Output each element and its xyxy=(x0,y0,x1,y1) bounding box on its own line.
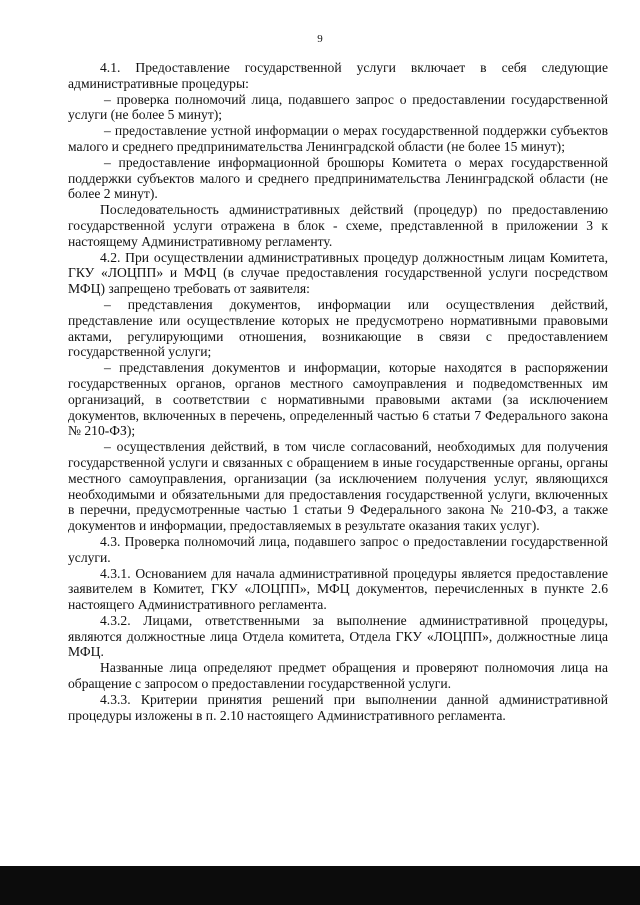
list-item: – представления документов, информации или осуществления действий, представление или осуществление которых не предусмотрено нормативными правовыми актами, регулирующими отношения, возникающие в связи с предоставлением государственной услуги; xyxy=(68,296,608,360)
list-item: – осуществления действий, в том числе согласований, необходимых для получения государственной услуги и связанных с обращением в иные государственные органы, органы местного самоуправления, организации (за исключением получения услуг, являющихся необходимыми и обязательными для предоставления государственной услуги, включенных в перечни, предусмотренные частью 1 статьи 9 Федерального закона № 210-ФЗ, а также документов и информации, предоставляемых в результате оказания таких услуг). xyxy=(68,439,608,534)
paragraph-4-2: 4.2. При осуществлении административных процедур должностным лицам Комитета, ГКУ «ЛОЦПП» и МФЦ (в случае предоставления государственной услуги посредством МФЦ) запрещено требовать от заявителя: xyxy=(68,249,608,297)
paragraph-4-1: 4.1. Предоставление государственной услуги включает в себя следующие административные процедуры: xyxy=(68,60,608,91)
paragraph-4-3: 4.3. Проверка полномочий лица, подавшего запрос о предоставлении государственной услуги. xyxy=(68,533,608,565)
list-item: – проверка полномочий лица, подавшего запрос о предоставлении государственной услуги (не более 5 минут); xyxy=(68,91,608,123)
paragraph-4-3-1: 4.3.1. Основанием для начала административной процедуры является предоставление заявителем в Комитет, ГКУ «ЛОЦПП», МФЦ документов, перечисленных в пункте 2.6 настоящего Административного регламента. xyxy=(68,565,608,613)
paragraph-named-persons: Названные лица определяют предмет обращения и проверяют полномочия лица на обращение с запросом о предоставлении государственной услуги. xyxy=(68,660,608,692)
paragraph-4-3-2: 4.3.2. Лицами, ответственными за выполнение административной процедуры, являются должностные лица Отдела комитета, Отдела ГКУ «ЛОЦПП», должностные лица МФЦ. xyxy=(68,612,608,660)
list-item: – предоставление устной информации о мерах государственной поддержки субъектов малого и среднего предпринимательства Ленинградской области (не более 15 минут); xyxy=(68,123,608,154)
list-item: – предоставление информационной брошюры Комитета о мерах государственной поддержки субъектов малого и среднего предпринимательства Ленинградской области (не более 2 минут). xyxy=(68,154,608,202)
paragraph-sequence: Последовательность административных действий (процедур) по предоставлению государственной услуги отражена в блок - схеме, представленной в приложении 3 к настоящему Административному регламенту. xyxy=(68,202,608,249)
list-item: – представления документов и информации, которые находятся в распоряжении государственных органов, органов местного самоуправления и подведомственных им организаций, в соответствии с нормативными правовыми актами (за исключением документов, включенных в перечень, определенный частью 6 статьи 7 Федерального закона № 210-ФЗ); xyxy=(68,360,608,439)
paragraph-4-3-3: 4.3.3. Критерии принятия решений при выполнении данной административной процедуры изложены в п. 2.10 настоящего Административного регламента. xyxy=(68,691,608,723)
scan-bottom-border xyxy=(0,866,640,905)
page-number: 9 xyxy=(317,33,323,45)
document-body xyxy=(68,60,608,723)
